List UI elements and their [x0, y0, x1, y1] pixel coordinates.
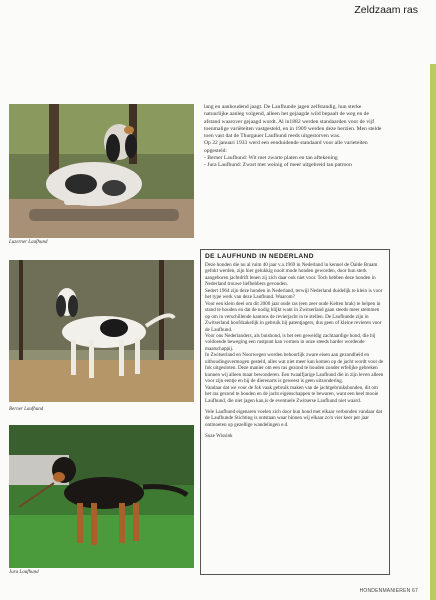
photo-caption: Luzerner Laufhund: [9, 240, 48, 245]
author-signature: Suze Wissink: [205, 433, 233, 440]
box-paragraph: Sedert 1964 zijn deze honden in Nederland, terwijl Nederland duidelijk te klein is voor het type werk van deze Laufhund. Waarom?: [205, 287, 383, 301]
sidebar-article-box: [200, 249, 390, 575]
box-paragraph: Deze honden die nu al ruim 40 jaar v.a.1969 in Nederland in kennel de Oalde Braam gefokt werden, zijn hier gelukkig nooit mode honden geworden, door hun sterk aangeboren jachtdrift lenen zij zich daar ook niet voor. Toch hebben deze honden in Nederland trouwe liefhebbers gevonden.: [205, 262, 378, 288]
photo-caption: Berner Laufhund: [9, 407, 44, 412]
dog-photo-icon: [9, 104, 194, 238]
photo-caption: Jura Laufhund: [9, 570, 39, 575]
box-paragraph: Voor een klein deel om dit 2000 jaar oude ras (een zeer oude Kelten brak) te helpen in stand te houden en dat de nodig blijkt want in Zwitserland gaan steeds meer stemmen op om in verschillende kantons de revierjacht in te stellen. De Laufhunde zijn in Zwitserland hoofdzakelijk in gebruik bij patentjagers, dus geen of kleine revieren voor de Laufhund.: [205, 300, 382, 333]
jura-laufhund-photo: [9, 425, 194, 568]
variety-item: - Berner Laufhund: Wit met zwarte platen en tan aftekening: [204, 155, 338, 162]
article-paragraph: lang en aanhoudend jaagt. De Laufhunde jagen zelfstandig, hun sterke natuurlijke aanleg volgend, alleen het gejaagde wild bepaalt de weg en de afstand waarover gejaagd wordt. Al in1882 werden standaarden voor de vijf toenmalige variëteiten vastgesteld, en in 1909 werden deze herzien. Men stelde toen vast dat de Thurgauer Laufhund reeds uitgestorven was.: [204, 104, 382, 140]
box-paragraph: In Zwitserland en Noorwegen worden behoorlijk zware eisen aan gezondheid en uithoudingsvermogen gesteld, alles wat niet meer kan komen op de jacht wordt voor de fok uitgesloten. Deze manier om een ras gezond te houden zonder erfelijke gebreken kunnen wij alleen maar bewonderen. Een twaalfjarige Laufhund die in zijn leven alleen voor zijn eentje en bij de dierenarts is geweest is geen uitzondering.: [205, 352, 384, 385]
page-footer: HONDENMANIEREN 67: [359, 588, 418, 594]
dog-photo-icon: [9, 425, 194, 568]
dog-photo-icon: [9, 260, 194, 402]
article-paragraph: Op 22 januari 1933 werd een eenduidende standaard voor alle varieteiten opgesteld:: [204, 140, 368, 154]
box-paragraph: Vele Laufhund eigenaren voelen zich door hun hond met elkaar verbonden vandaar dat de Laufhunde Stichting is ontstaan waar binnen wij elkaar zo'n vier keer per jaar ontmoeten op gezellige wandelingen e.d.: [205, 408, 383, 428]
box-body: [205, 262, 385, 440]
article-column: [204, 104, 384, 170]
box-title: DE LAUFHUND IN NEDERLAND: [205, 253, 314, 260]
berner-laufhund-photo: [9, 260, 194, 402]
variety-item: - Jura Laufhund: Zwart met weinig of meer uitgebreid tan patroon: [204, 162, 352, 169]
box-paragraph: Vandaar dat we voor de fok vaak gebruik maken van de jachtgebruikshonden, dit om het ras gezond te houden en de jacht eigenschappen te bewaren, want een heel mooie Laufhund, die niet jagen kan,is de eventuele Zwitserse Laufhund niet waard.: [205, 384, 379, 404]
luzerner-laufhund-photo: [9, 104, 194, 238]
box-paragraph: Voor ons Nederlanders, als buishond, is het een geweldig zachtaardige hond, die bij voldoende beweging een rustpunt kan vormen in onze steeds harder wordende maatschappij.: [205, 332, 376, 352]
section-title: Zeldzaam ras: [354, 4, 418, 16]
accent-side-bar: [430, 64, 436, 600]
